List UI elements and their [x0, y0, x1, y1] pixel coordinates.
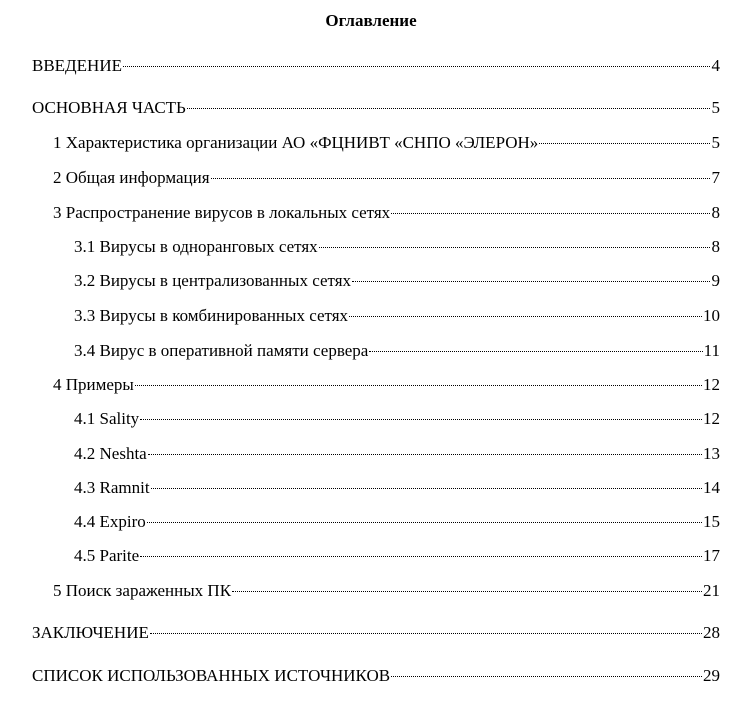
toc-entry-text: 3 Распространение вирусов в локальных сетях	[53, 203, 391, 222]
toc-entry-section-3-1	[74, 236, 720, 258]
toc-entry-text: 2 Общая информация	[53, 168, 210, 187]
toc-entry-text: 3.3 Вирусы в комбинированных сетях	[74, 306, 349, 325]
toc-entry-section-4-3	[74, 477, 720, 499]
toc-dot-leader	[135, 385, 702, 386]
toc-entry-section-5	[53, 580, 720, 602]
toc-entry-section-1	[53, 132, 720, 154]
toc-page-number: 7	[711, 168, 720, 187]
toc-dot-leader	[147, 522, 702, 523]
toc-entry-section-3-3	[74, 305, 720, 327]
toc-dot-leader	[187, 108, 710, 109]
toc-entry-section-3-4	[74, 340, 720, 362]
toc-entry-text: 4.4 Expiro	[74, 512, 146, 531]
toc-dot-leader	[369, 351, 702, 352]
toc-page-number: 9	[711, 271, 720, 290]
toc-entry-section-4-1	[74, 408, 720, 430]
toc-entry-text: ОСНОВНАЯ ЧАСТЬ	[32, 98, 186, 117]
toc-entry-text: 5 Поиск зараженных ПК	[53, 581, 232, 600]
toc-page-number: 21	[703, 581, 720, 600]
toc-entry-text: ЗАКЛЮЧЕНИЕ	[32, 623, 149, 642]
page-title: Оглавление	[325, 11, 417, 30]
toc-page-number: 14	[703, 478, 720, 497]
toc-entry-text: 3.4 Вирус в оперативной памяти сервера	[74, 341, 369, 360]
toc-entry-section-4-5	[74, 545, 720, 567]
toc-dot-leader	[148, 454, 702, 455]
toc-dot-leader	[123, 66, 710, 67]
toc-entry-text: 3.1 Вирусы в одноранговых сетях	[74, 237, 318, 256]
toc-page-number: 12	[703, 409, 720, 428]
toc-entry-text: 4.1 Sality	[74, 409, 140, 428]
toc-entry-section-3-2	[74, 270, 720, 292]
toc-entry-introduction	[32, 55, 720, 77]
toc-page-number: 17	[703, 546, 720, 565]
toc-page-number: 11	[703, 341, 720, 360]
toc-entry-text: 4.3 Ramnit	[74, 478, 150, 497]
toc-page-number: 8	[711, 237, 720, 256]
toc-entry-text: ВВЕДЕНИЕ	[32, 56, 122, 75]
toc-entry-text: 4 Примеры	[53, 375, 134, 394]
toc-dot-leader	[211, 178, 710, 179]
toc-page-number: 10	[703, 306, 720, 325]
toc-dot-leader	[140, 556, 702, 557]
toc-entry-text: 3.2 Вирусы в централизованных сетях	[74, 271, 352, 290]
toc-page-number: 12	[703, 375, 720, 394]
toc-dot-leader	[539, 143, 710, 144]
toc-entry-section-4	[53, 374, 720, 396]
toc-page-number: 29	[703, 666, 720, 685]
toc-entry-section-3	[53, 202, 720, 224]
toc-page-number: 28	[703, 623, 720, 642]
toc-page-number: 5	[711, 133, 720, 152]
toc-entry-conclusion	[32, 622, 720, 644]
toc-dot-leader	[151, 488, 702, 489]
toc-entry-text: 4.2 Neshta	[74, 444, 147, 463]
toc-dot-leader	[150, 633, 702, 634]
toc-dot-leader	[391, 213, 710, 214]
toc-page-number: 8	[711, 203, 720, 222]
toc-entry-section-4-2	[74, 443, 720, 465]
toc-dot-leader	[391, 676, 702, 677]
toc-entry-text: 1 Характеристика организации АО «ФЦНИВТ «СНПО «ЭЛЕРОН»	[53, 133, 539, 152]
toc-page-number: 15	[703, 512, 720, 531]
toc-entry-main-part	[32, 97, 720, 119]
toc-entry-section-4-4	[74, 511, 720, 533]
toc-entry-text: 4.5 Parite	[74, 546, 140, 565]
toc-dot-leader	[319, 247, 710, 248]
toc-dot-leader	[349, 316, 702, 317]
toc-page-number: 4	[711, 56, 720, 75]
toc-page-number: 5	[711, 98, 720, 117]
toc-dot-leader	[352, 281, 710, 282]
toc-entry-section-2	[53, 167, 720, 189]
toc-dot-leader	[232, 591, 702, 592]
toc-entry-references	[32, 665, 720, 687]
toc-page-number: 13	[703, 444, 720, 463]
toc-dot-leader	[140, 419, 702, 420]
toc-entry-text: СПИСОК ИСПОЛЬЗОВАННЫХ ИСТОЧНИКОВ	[32, 666, 391, 685]
